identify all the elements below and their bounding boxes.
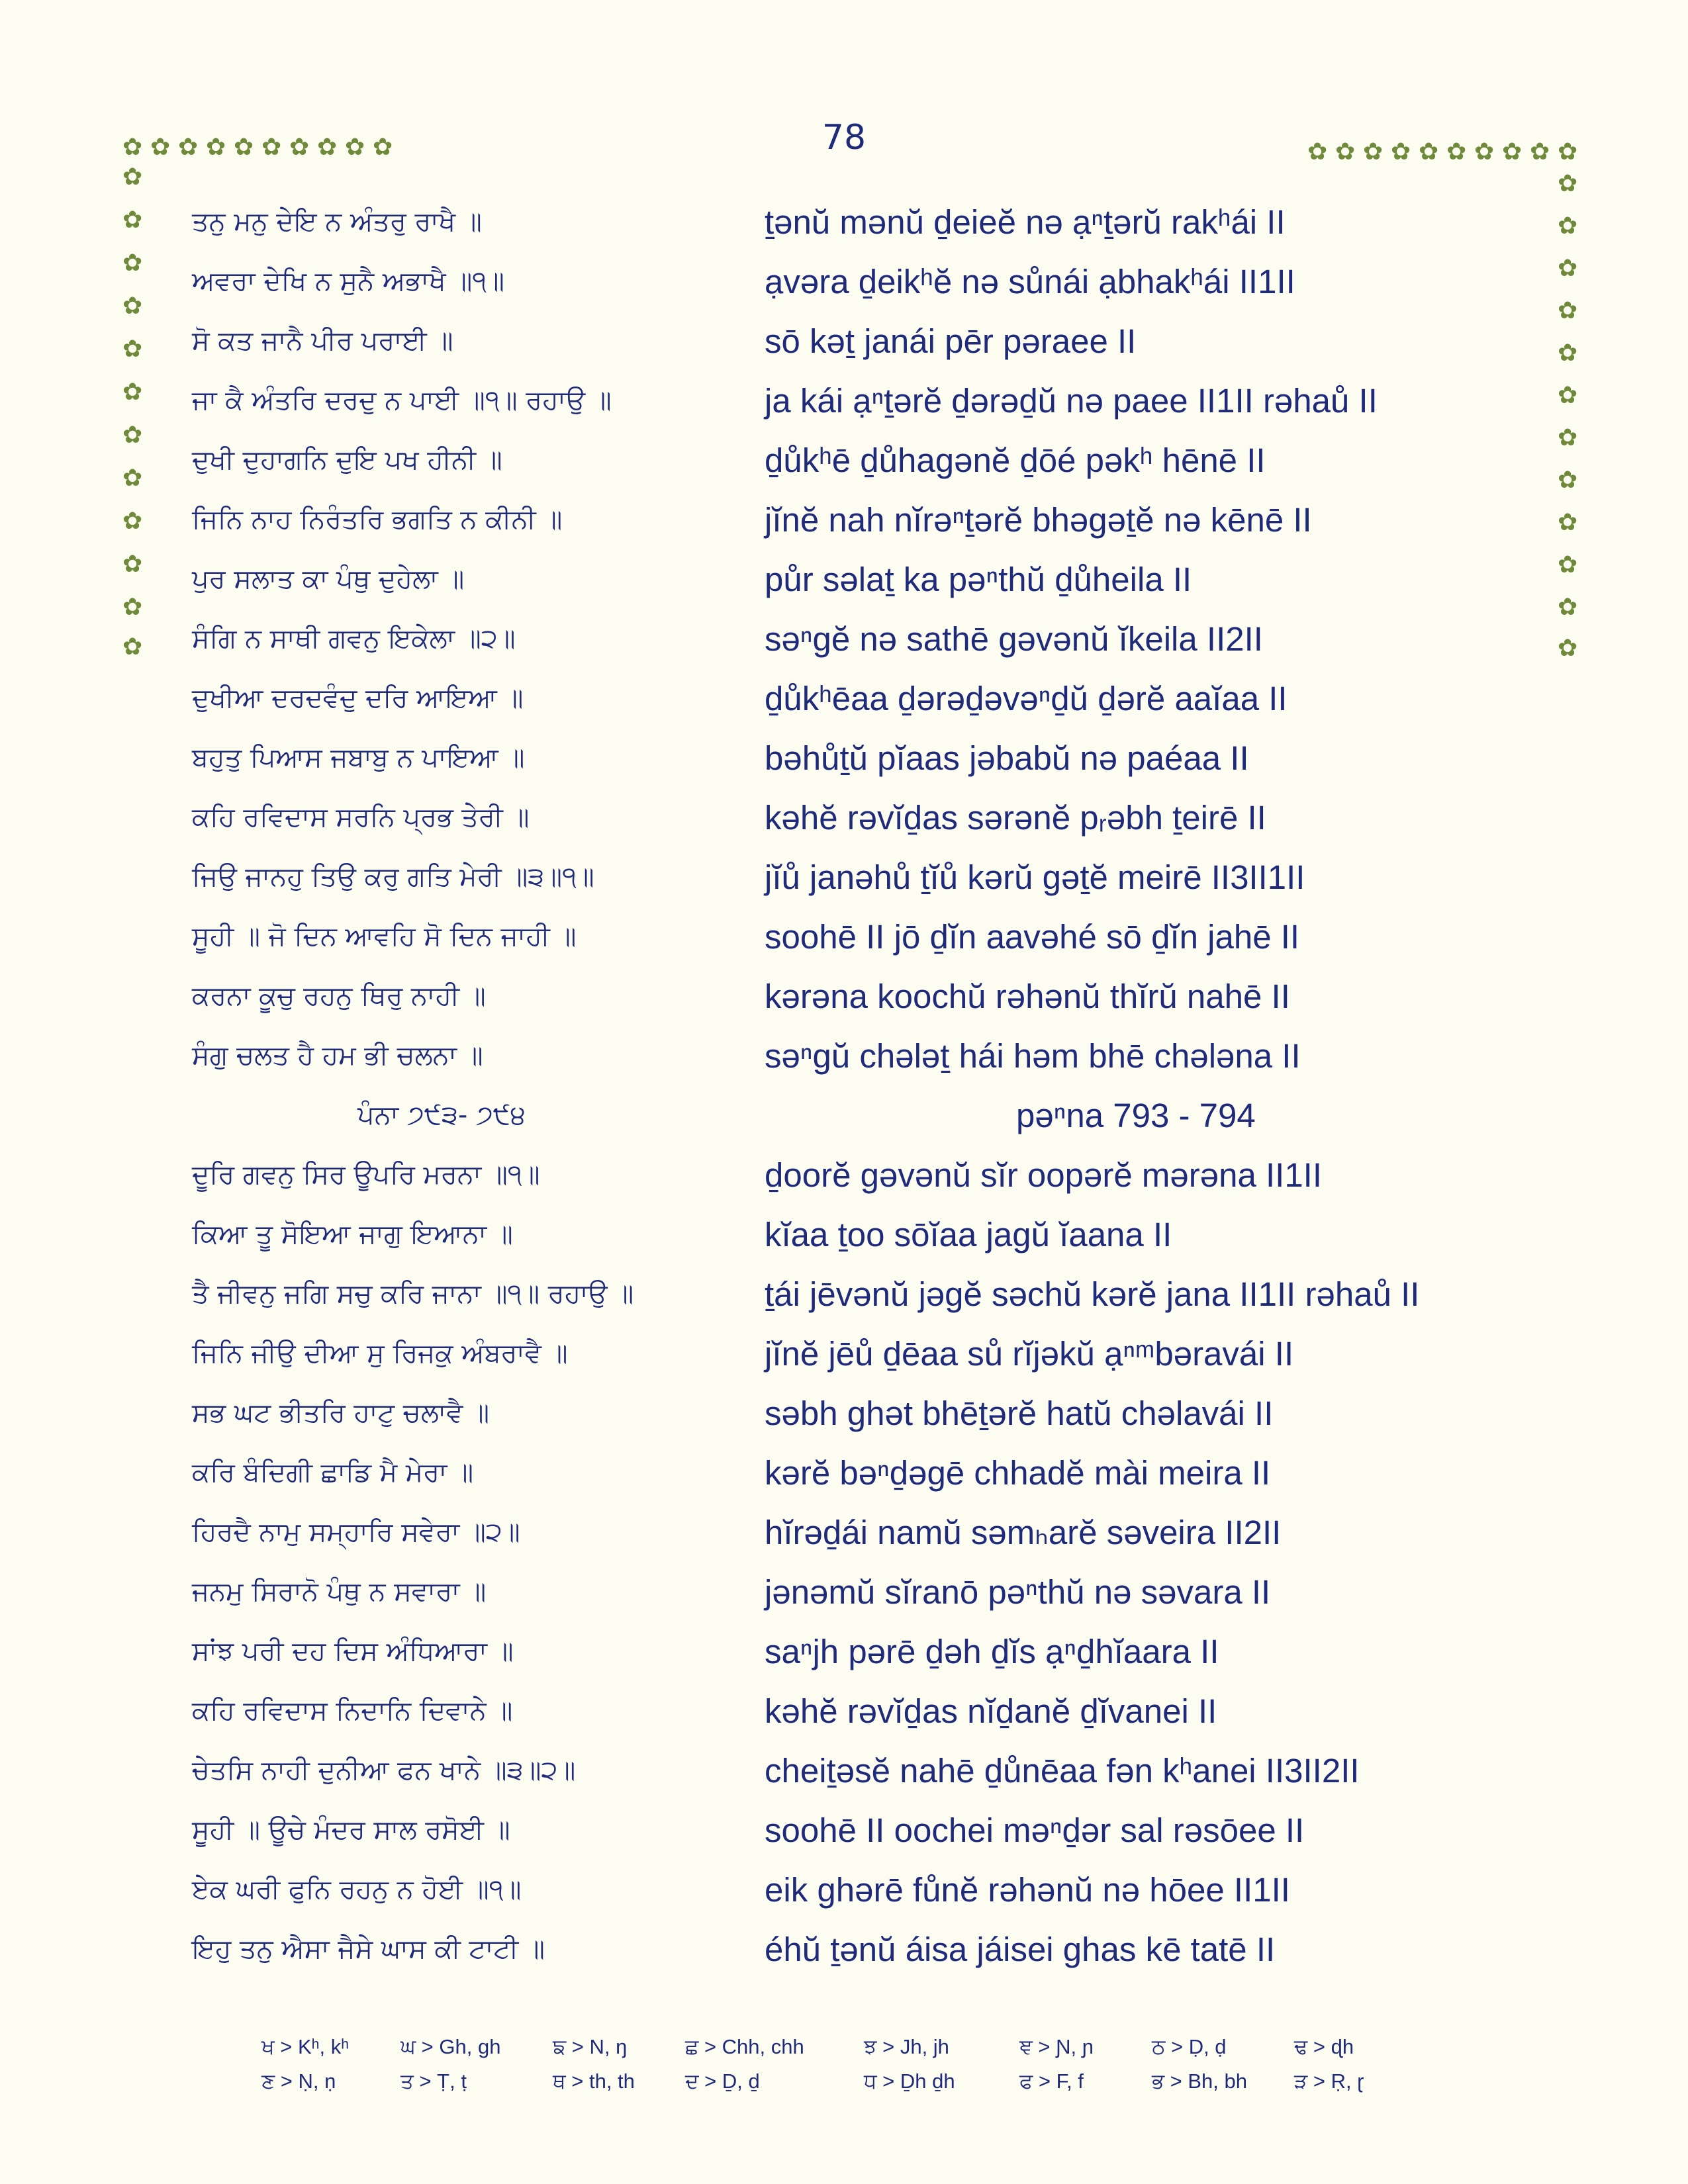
gurmukhi-line: ਹਿਰਦੈ ਨਾਮੁ ਸਮ੍ਹਾਰਿ ਸਵੇਰਾ ॥੨॥	[192, 1517, 520, 1547]
flower-ornament-icon: ✿	[234, 134, 254, 161]
gurmukhi-line: ਜਿਉ ਜਾਨਹੁ ਤਿਉ ਕਰੁ ਗਤਿ ਮੇਰੀ ॥੩॥੧॥	[192, 862, 594, 892]
transliteration-line: kərĕ bəⁿḏəgē chhadĕ mài meira II	[765, 1454, 1271, 1492]
gurmukhi-line: ਸੂਹੀ ॥ ਊਚੇ ਮੰਦਰ ਸਾਲ ਰਸੋਈ ॥	[192, 1815, 510, 1845]
transliteration-line: səbh ghət bhēṯərĕ hatŭ chəlavái II	[765, 1394, 1274, 1432]
flower-ornament-icon: ✿	[206, 134, 226, 161]
flower-ornament-icon: ✿	[122, 250, 143, 277]
page-range-transliteration: pəⁿna 793 - 794	[1016, 1097, 1256, 1134]
verse-row	[192, 1567, 1516, 1627]
transliteration-line: ṯái jēvənŭ jəgĕ səchŭ kərĕ jana II1II rəhaů II	[765, 1275, 1420, 1313]
gurmukhi-line: ਤਨੁ ਮਨੁ ਦੇਇ ਨ ਅੰਤਰੁ ਰਾਖੈ ॥	[192, 206, 482, 237]
gurmukhi-line: ਜਿਨਿ ਨਾਹ ਨਿਰੰਤਰਿ ਭਗਤਿ ਨ ਕੀਨੀ ॥	[192, 504, 563, 535]
transliteration-line: ḏoorĕ gəvənŭ sĭr oopərĕ mərəna II1II	[765, 1156, 1323, 1194]
gurmukhi-line: ਕਹਿ ਰਵਿਦਾਸ ਨਿਦਾਨਿ ਦਿਵਾਨੇ ॥	[192, 1696, 513, 1726]
page-range-heading	[192, 1091, 1516, 1150]
legend-entry: ਘ > Gh, gh	[400, 2035, 501, 2058]
flower-ornament-icon: ✿	[122, 163, 143, 191]
transliteration-line: soohē II oochei məⁿḏər sal rəsōee II	[765, 1811, 1305, 1849]
gurmukhi-line: ਪੁਰ ਸਲਾਤ ਕਾ ਪੰਥੁ ਦੁਹੇਲਾ ॥	[192, 564, 465, 594]
flower-ornament-icon: ✿	[1558, 594, 1578, 621]
transliteration-line: kəhĕ rəvĭḏas sərənĕ pᵣəbh ṯeirē II	[765, 799, 1266, 837]
flower-ornament-icon: ✿	[1446, 138, 1467, 165]
transliteration-line: éhŭ ṯənŭ áisa jáisei ghas kē tatē II	[765, 1931, 1276, 1968]
verse-row	[192, 376, 1516, 435]
gurmukhi-line: ਕਿਆ ਤੂ ਸੋਇਆ ਜਾਗੁ ਇਆਨਾ ॥	[192, 1219, 513, 1250]
verse-row	[192, 1210, 1516, 1269]
flower-ornament-icon: ✿	[1530, 138, 1550, 165]
legend-entry: ਙ > N, ŋ	[553, 2035, 628, 2058]
gurmukhi-line: ਇਹੁ ਤਨੁ ਐਸਾ ਜੈਸੇ ਘਾਸ ਕੀ ਟਾਟੀ ॥	[192, 1934, 545, 1964]
verse-table	[192, 197, 1516, 1984]
verse-row	[192, 197, 1516, 257]
gurmukhi-line: ਸਾਂਝ ਪਰੀ ਦਹ ਦਿਸ ਅੰਧਿਆਰਾ ॥	[192, 1636, 514, 1666]
legend-entry: ਣ > Ṇ, ṇ	[261, 2070, 336, 2093]
flower-ornament-icon: ✿	[345, 134, 365, 161]
flower-ornament-icon: ✿	[122, 134, 143, 161]
gurmukhi-line: ਕਹਿ ਰਵਿਦਾਸ ਸਰਨਿ ਪ੍ਰਭ ਤੇਰੀ ॥	[192, 802, 530, 833]
verse-row	[192, 972, 1516, 1031]
verse-row	[192, 1627, 1516, 1686]
gurmukhi-line: ਸੋ ਕਤ ਜਾਨੈ ਪੀਰ ਪਰਾਈ ॥	[192, 326, 453, 356]
legend-entry: ਛ > Chh, chh	[685, 2035, 804, 2058]
flower-ornament-icon: ✿	[1419, 138, 1439, 165]
page-range-gurmukhi: ਪੰਨਾ ੭੯੩- ੭੯੪	[357, 1100, 526, 1130]
verse-row	[192, 852, 1516, 912]
flower-ornament-icon: ✿	[122, 379, 143, 406]
transliteration-line: ṯənŭ mənŭ ḏeieĕ nə ạⁿṯərŭ rakʰái II	[765, 203, 1286, 241]
flower-ornament-icon: ✿	[178, 134, 199, 161]
verse-row	[192, 1686, 1516, 1746]
flower-ornament-icon: ✿	[261, 134, 282, 161]
verse-row	[192, 912, 1516, 972]
gurmukhi-line: ਚੇਤਸਿ ਨਾਹੀ ਦੁਨੀਆ ਫਨ ਖਾਨੇ ॥੩॥੨॥	[192, 1755, 576, 1786]
verse-row	[192, 1031, 1516, 1091]
flower-ornament-icon: ✿	[1391, 138, 1411, 165]
flower-ornament-icon: ✿	[1307, 138, 1328, 165]
gurmukhi-line: ਦੁਖੀਆ ਦਰਦਵੰਦੁ ਦਰਿ ਆਇਆ ॥	[192, 683, 524, 713]
transliteration-line: hĭrəḏái namŭ səmₕarĕ səveira II2II	[765, 1514, 1282, 1551]
flower-ornament-icon: ✿	[1363, 138, 1383, 165]
gurmukhi-line: ਦੂਰਿ ਗਵਨੁ ਸਿਰ ਊਪਰਿ ਮਰਨਾ ॥੧॥	[192, 1160, 540, 1190]
transliteration-line: ḏůkʰē ḏůhagənĕ ḏōé pəkʰ hēnē II	[765, 441, 1266, 479]
verse-row	[192, 555, 1516, 614]
verse-row	[192, 1269, 1516, 1329]
flower-ornament-icon: ✿	[1558, 297, 1578, 324]
flower-ornament-icon: ✿	[122, 206, 143, 234]
flower-ornament-icon: ✿	[1474, 138, 1495, 165]
flower-ornament-icon: ✿	[122, 633, 143, 660]
flower-ornament-icon: ✿	[122, 336, 143, 363]
transliteration-line: ja kái ạⁿṯərĕ ḏərəḏŭ nə paee II1II rəhaů II	[765, 382, 1378, 420]
flower-ornament-icon: ✿	[122, 551, 143, 578]
transliteration-line: eik ghərē fůnĕ rəhənŭ nə hōee II1II	[765, 1871, 1290, 1909]
verse-row	[192, 1746, 1516, 1805]
verse-row	[192, 257, 1516, 316]
verse-row	[192, 495, 1516, 555]
legend-entry: ਤ > Ṭ, ṭ	[400, 2070, 467, 2093]
verse-row	[192, 1805, 1516, 1865]
legend-entry: ਦ > Ḏ, ḏ	[685, 2070, 760, 2093]
transliteration-line: kəhĕ rəvĭḏas nĭḏanĕ ḏĭvanei II	[765, 1692, 1217, 1730]
gurmukhi-line: ਦੁਖੀ ਦੁਹਾਗਨਿ ਦੁਇ ਪਖ ਹੀਨੀ ॥	[192, 445, 502, 475]
legend-entry: ਫ > F, f	[1019, 2070, 1084, 2093]
transliteration-line: cheiṯəsĕ nahē ḏůnēaa fən kʰanei II3II2II	[765, 1752, 1360, 1790]
transliteration-line: kĭaa ṯoo sōĭaa jagŭ ĭaana II	[765, 1216, 1172, 1253]
verse-row	[192, 1925, 1516, 1984]
verse-row	[192, 1388, 1516, 1448]
gurmukhi-line: ਅਵਰਾ ਦੇਖਿ ਨ ਸੁਨੈ ਅਭਾਖੈ ॥੧॥	[192, 266, 504, 296]
verse-row	[192, 1508, 1516, 1567]
transliteration-line: soohē II jō ḏĭn aavəhé sō ḏĭn jahē II	[765, 918, 1300, 956]
flower-ornament-icon: ✿	[122, 594, 143, 621]
legend-entry: ਢ > ɖh	[1294, 2035, 1354, 2058]
flower-ornament-icon: ✿	[1558, 212, 1578, 240]
flower-ornament-icon: ✿	[1558, 170, 1578, 197]
legend-entry: ਞ > Ɲ, ɲ	[1019, 2035, 1094, 2058]
transliteration-line: sō kəṯ janái pēr pəraee II	[765, 322, 1137, 360]
flower-ornament-icon: ✿	[1558, 424, 1578, 451]
transliteration-line: jənəmŭ sĭranō pəⁿthŭ nə səvara II	[765, 1573, 1271, 1611]
flower-ornament-icon: ✿	[289, 134, 310, 161]
flower-ornament-icon: ✿	[317, 134, 338, 161]
transliteration-line: jĭnĕ nah nĭrəⁿṯərĕ bhəgəṯĕ nə kēnē II	[765, 501, 1312, 539]
flower-ornament-icon: ✿	[1558, 138, 1578, 165]
transliteration-line: půr səlaṯ ka pəⁿthŭ ḏůheila II	[765, 561, 1192, 598]
gurmukhi-line: ਸੰਗੁ ਚਲਤ ਹੈ ਹਮ ਭੀ ਚਲਨਾ ॥	[192, 1040, 483, 1071]
gurmukhi-line: ਬਹੁਤੁ ਪਿਆਸ ਜਬਾਬੁ ਨ ਪਾਇਆ ॥	[192, 743, 525, 773]
verse-row	[192, 435, 1516, 495]
verse-row	[192, 614, 1516, 674]
legend-entry: ਭ > Bh, bh	[1152, 2070, 1247, 2093]
verse-row	[192, 1448, 1516, 1508]
flower-ornament-icon: ✿	[373, 134, 393, 161]
transliteration-line: ḏůkʰēaa ḏərəḏəvəⁿḏŭ ḏərĕ aaĭaa II	[765, 680, 1288, 717]
gurmukhi-line: ਏਕ ਘਰੀ ਫੁਨਿ ਰਹਨੁ ਨ ਹੋਈ ॥੧॥	[192, 1874, 522, 1905]
flower-ornament-icon: ✿	[122, 465, 143, 492]
legend-entry: ੜ > Ṛ, ɽ	[1294, 2070, 1364, 2093]
transliteration-line: jĭnĕ jēů ḏēaa sů rĭjəkŭ ạⁿᵐbəravái II	[765, 1335, 1294, 1373]
verse-row	[192, 793, 1516, 852]
gurmukhi-line: ਸਭ ਘਟ ਭੀਤਰਿ ਹਾਟੁ ਚਲਾਵੈ ॥	[192, 1398, 490, 1428]
legend-entry: ਥ > th, th	[553, 2070, 635, 2093]
page-number: 78	[821, 118, 867, 158]
gurmukhi-line: ਜਨਮੁ ਸਿਰਾਨੋ ਪੰਥੁ ਨ ਸਵਾਰਾ ॥	[192, 1576, 487, 1607]
legend-entry: ਖ > Kʰ, kʰ	[261, 2035, 350, 2058]
transliteration-line: səⁿgĕ nə sathē gəvənŭ ĭkeila II2II	[765, 620, 1263, 658]
gurmukhi-line: ਸੂਹੀ ॥ ਜੋ ਦਿਨ ਆਵਹਿ ਸੋ ਦਿਨ ਜਾਹੀ ॥	[192, 921, 577, 952]
verse-row	[192, 733, 1516, 793]
flower-ornament-icon: ✿	[1558, 509, 1578, 536]
legend-entry: ਧ > Ḏh ḏh	[864, 2070, 955, 2093]
flower-ornament-icon: ✿	[122, 293, 143, 320]
gurmukhi-line: ਕਰਨਾ ਕੂਚੁ ਰਹਨੁ ਥਿਰੁ ਨਾਹੀ ॥	[192, 981, 486, 1011]
legend-entry: ਝ > Jh, jh	[864, 2035, 949, 2058]
flower-ornament-icon: ✿	[1558, 467, 1578, 494]
verse-row	[192, 674, 1516, 733]
transliteration-line: ạvəra ḏeikʰĕ nə sůnái ạbhakʰái II1II	[765, 263, 1295, 300]
flower-ornament-icon: ✿	[1502, 138, 1523, 165]
legend-entry: ਠ > Ḍ, ḍ	[1152, 2035, 1227, 2058]
flower-ornament-icon: ✿	[1558, 635, 1578, 662]
transliteration-line: bəhůṯŭ pĭaas jəbabŭ nə paéaa II	[765, 739, 1249, 777]
flower-ornament-icon: ✿	[1335, 138, 1356, 165]
gurmukhi-line: ਜਿਨਿ ਜੀਉ ਦੀਆ ਸੁ ਰਿਜਕੁ ਅੰਬਰਾਵੈ ॥	[192, 1338, 568, 1369]
flower-ornament-icon: ✿	[122, 508, 143, 535]
flower-ornament-icon: ✿	[1558, 340, 1578, 367]
verse-row	[192, 1865, 1516, 1925]
flower-ornament-icon: ✿	[1558, 255, 1578, 282]
verse-row	[192, 316, 1516, 376]
gurmukhi-line: ਸੰਗਿ ਨ ਸਾਥੀ ਗਵਨੁ ਇਕੇਲਾ ॥੨॥	[192, 623, 516, 654]
flower-ornament-icon: ✿	[1558, 551, 1578, 578]
gurmukhi-line: ਤੈ ਜੀਵਨੁ ਜਗਿ ਸਚੁ ਕਰਿ ਜਾਨਾ ॥੧॥ ਰਹਾਉ ॥	[192, 1279, 634, 1309]
verse-row	[192, 1150, 1516, 1210]
transliteration-line: səⁿgŭ chələṯ hái həm bhē chələna II	[765, 1037, 1301, 1075]
gurmukhi-line: ਜਾ ਕੈ ਅੰਤਰਿ ਦਰਦੁ ਨ ਪਾਈ ॥੧॥ ਰਹਾਉ ॥	[192, 385, 612, 416]
transliteration-line: kərəna koochŭ rəhənŭ thĭrŭ nahē II	[765, 978, 1290, 1015]
verse-row	[192, 1329, 1516, 1388]
flower-ornament-icon: ✿	[122, 422, 143, 449]
flower-ornament-icon: ✿	[150, 134, 171, 161]
transliteration-line: jĭů janəhů ṯĭů kərŭ gəṯĕ meirē II3II1II	[765, 858, 1305, 896]
transliteration-line: saⁿjh pərē ḏəh ḏĭs ạⁿḏhĭaara II	[765, 1633, 1219, 1670]
gurmukhi-line: ਕਰਿ ਬੰਦਿਗੀ ਛਾਡਿ ਮੈ ਮੇਰਾ ॥	[192, 1457, 474, 1488]
flower-ornament-icon: ✿	[1558, 382, 1578, 409]
